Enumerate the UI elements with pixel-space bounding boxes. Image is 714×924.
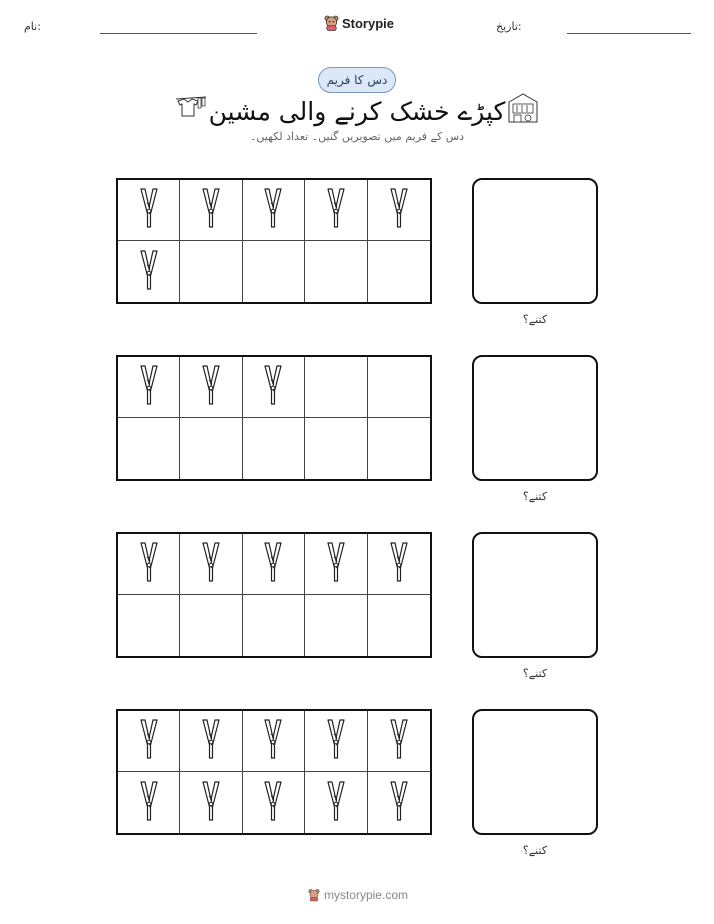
- frame-cell: [180, 418, 242, 479]
- clothespin-icon: [139, 187, 159, 233]
- frame-cell: [305, 180, 367, 241]
- date-label: تاریخ:: [496, 20, 522, 33]
- clothespin-icon: [139, 780, 159, 826]
- frame-cell: [243, 534, 305, 595]
- instructions: دس کے فریم میں تصویریں گنیں۔ تعداد لکھیں۔: [249, 130, 465, 143]
- frame-cell: [180, 595, 242, 656]
- clothespin-icon: [389, 187, 409, 233]
- answer-box-3[interactable]: [472, 532, 598, 658]
- clothespin-icon: [201, 780, 221, 826]
- name-field-line[interactable]: [100, 33, 257, 34]
- frame-cell: [180, 357, 242, 418]
- frame-cell: [118, 241, 180, 302]
- how-many-label-2: کتنے؟: [522, 490, 548, 503]
- frame-cell: [243, 418, 305, 479]
- clothespin-icon: [263, 541, 283, 587]
- how-many-label-1: کتنے؟: [522, 313, 548, 326]
- ten-frame-2: [116, 355, 432, 481]
- clothespin-icon: [139, 364, 159, 410]
- clothespin-icon: [389, 780, 409, 826]
- frame-cell: [118, 357, 180, 418]
- answer-box-1[interactable]: [472, 178, 598, 304]
- frame-cell: [368, 711, 430, 772]
- frame-cell: [368, 534, 430, 595]
- frame-cell: [118, 595, 180, 656]
- clothespin-icon: [326, 187, 346, 233]
- frame-cell: [118, 711, 180, 772]
- frame-cell: [180, 241, 242, 302]
- clothespin-icon: [201, 187, 221, 233]
- name-label: نام:: [24, 20, 41, 33]
- clothespin-icon: [139, 249, 159, 295]
- worksheet-type-badge: دس کا فریم: [318, 67, 396, 93]
- frame-cell: [180, 772, 242, 833]
- frame-cell: [305, 595, 367, 656]
- ten-frame-4: [116, 709, 432, 835]
- frame-cell: [305, 418, 367, 479]
- page-title: کپڑے خشک کرنے والی مشین: [208, 96, 506, 126]
- frame-cell: [243, 241, 305, 302]
- frame-cell: [180, 180, 242, 241]
- clothespin-icon: [201, 364, 221, 410]
- answer-box-2[interactable]: [472, 355, 598, 481]
- clothespin-icon: [263, 780, 283, 826]
- clothespin-icon: [326, 541, 346, 587]
- frame-cell: [243, 180, 305, 241]
- clothespin-icon: [326, 718, 346, 764]
- frame-cell: [305, 711, 367, 772]
- frame-cell: [118, 180, 180, 241]
- frame-cell: [243, 772, 305, 833]
- frame-cell: [368, 772, 430, 833]
- frame-cell: [118, 772, 180, 833]
- brand-name: Storypie: [341, 15, 394, 31]
- frame-cell: [305, 357, 367, 418]
- footer: [308, 884, 408, 906]
- frame-cell: [368, 180, 430, 241]
- answer-box-4[interactable]: [472, 709, 598, 835]
- how-many-label-4: کتنے؟: [522, 844, 548, 857]
- date-field-line[interactable]: [567, 33, 691, 34]
- clothespin-icon: [389, 718, 409, 764]
- frame-cell: [368, 595, 430, 656]
- bear-mascot-icon: [308, 886, 320, 904]
- frame-cell: [180, 534, 242, 595]
- frame-cell: [118, 534, 180, 595]
- frame-cell: [118, 418, 180, 479]
- washing-machine-icon: [506, 92, 540, 124]
- bear-mascot-icon: [324, 14, 339, 32]
- ten-frame-3: [116, 532, 432, 658]
- ten-frame-1: [116, 178, 432, 304]
- frame-cell: [368, 418, 430, 479]
- clothespin-icon: [263, 187, 283, 233]
- frame-cell: [368, 241, 430, 302]
- clothespin-icon: [263, 718, 283, 764]
- clothespin-icon: [201, 541, 221, 587]
- clothespin-icon: [389, 541, 409, 587]
- frame-cell: [180, 711, 242, 772]
- frame-cell: [368, 357, 430, 418]
- frame-cell: [243, 357, 305, 418]
- clothespin-icon: [201, 718, 221, 764]
- footer-url[interactable]: mystorypie.com: [323, 888, 408, 902]
- frame-cell: [305, 534, 367, 595]
- clothespin-icon: [139, 718, 159, 764]
- clothespin-icon: [139, 541, 159, 587]
- clothes-line-icon: [174, 94, 208, 124]
- clothespin-icon: [263, 364, 283, 410]
- how-many-label-3: کتنے؟: [522, 667, 548, 680]
- clothespin-icon: [326, 780, 346, 826]
- frame-cell: [305, 772, 367, 833]
- brand-logo: [324, 12, 394, 34]
- frame-cell: [305, 241, 367, 302]
- frame-cell: [243, 595, 305, 656]
- frame-cell: [243, 711, 305, 772]
